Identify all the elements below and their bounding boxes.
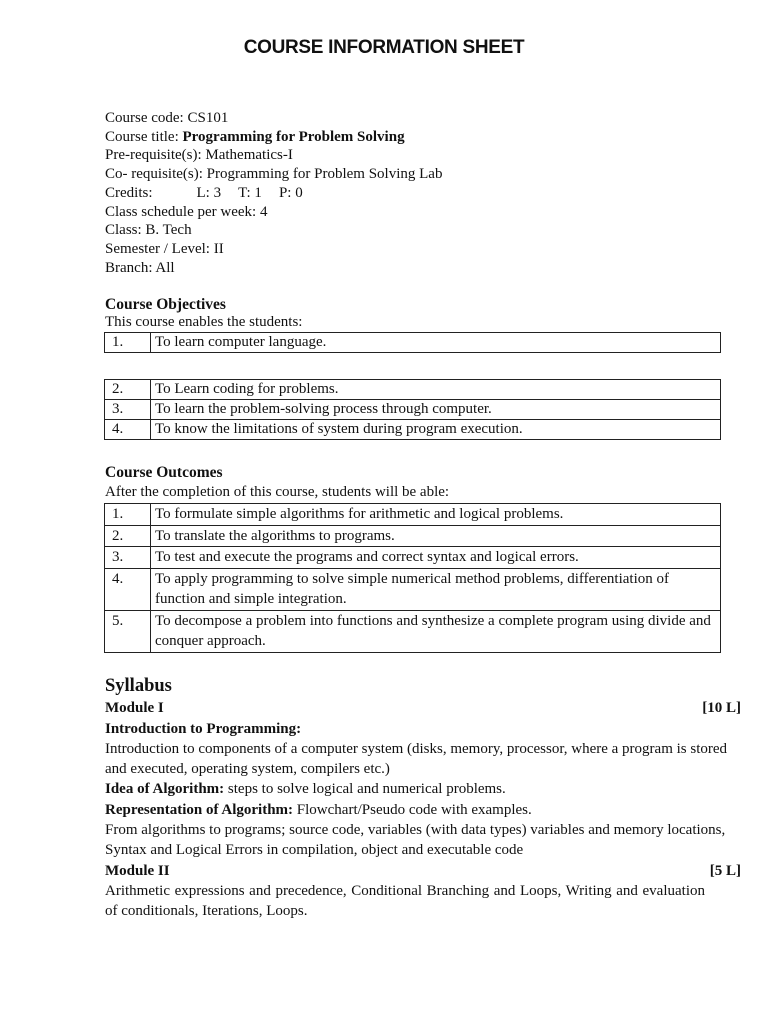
representation-label: Representation of Algorithm: [105,801,294,818]
credits-tutorial: T: 1 [238,184,262,201]
credits-line [105,184,442,203]
course-title-label: Course title: [105,128,179,145]
sheet-title: COURSE INFORMATION SHEET [243,37,525,58]
table-row [105,504,721,526]
module-2-title: Module II [105,862,170,879]
objectives-intro: This course enables the students: [105,314,303,330]
outcomes-heading: Course Outcomes [105,464,223,481]
outcome-number: 2. [105,525,151,547]
outcome-number: 1. [105,504,151,526]
outcome-number: 4. [105,568,151,610]
module-2-hours: [5 L] [709,862,741,879]
table-row [105,380,721,400]
module-1-programs: From algorithms to programs; source code, variables (with data types) variables and memory locations, Syntax and Logical Errors in compilation, object and executable code [105,822,726,859]
course-title-line [105,128,442,147]
objective-number: 1. [105,333,151,353]
objectives-table [104,379,721,440]
algorithm-label: Idea of Algorithm: [105,781,225,798]
outcomes-table [104,503,721,653]
outcome-text: To formulate simple algorithms for arithmetic and logical problems. [151,504,721,526]
course-title-value: Programming for Problem Solving [182,128,405,145]
module-2-header [105,861,741,881]
class: Class: B. Tech [105,222,192,239]
algorithm-text: steps to solve logical and numerical problems. [224,781,506,798]
semester: Semester / Level: II [105,240,224,257]
table-row [105,333,721,353]
module-2-text: Arithmetic expressions and precedence, Conditional Branching and Loops, Writing and evaluation of conditionals, Iterations, Loops. [105,882,705,920]
objective-text: To learn the problem-solving process through computer. [151,400,721,420]
course-code: Course code: CS101 [105,110,229,126]
prerequisite: Pre-requisite(s): Mathematics-I [105,147,293,164]
outcome-number: 5. [105,610,151,652]
credits-practical: P: 0 [278,184,303,201]
objective-text: To Learn coding for problems. [151,380,721,400]
module-1-hours: [10 L] [702,700,741,717]
table-row [105,400,721,420]
outcome-text: To test and execute the programs and correct syntax and logical errors. [151,547,721,569]
module-1-subtitle: Introduction to Programming: [105,720,302,737]
objective-number: 2. [105,380,151,400]
outcome-text: To apply programming to solve simple numerical method problems, differentiation of function and simple integration. [151,568,721,610]
module-1-algorithm [105,779,741,799]
table-row [105,420,721,440]
syllabus-section [105,676,741,922]
module-1-title: Module I [105,700,164,717]
table-row [105,547,721,569]
outcome-number: 3. [105,547,151,569]
credits-lecture: L: 3 [196,184,222,201]
objective-text: To learn computer language. [151,333,721,353]
table-row [105,610,721,652]
outcome-text: To decompose a problem into functions and synthesize a complete program using divide and conquer approach. [151,610,721,652]
module-1-intro: Introduction to components of a computer system (disks, memory, processor, where a program is stored and executed, operating system, compilers etc.) [105,740,728,778]
credits-label: Credits: [105,184,153,201]
representation-text: Flowchart/Pseudo code with examples. [293,801,532,818]
objective-text: To know the limitations of system during program execution. [151,420,721,440]
branch: Branch: All [105,259,175,276]
objectives-heading: Course Objectives [105,296,226,313]
table-row [105,525,721,547]
outcomes-intro: After the completion of this course, students will be able: [105,484,450,500]
objectives-table-first [104,332,721,353]
outcome-text: To translate the algorithms to programs. [151,525,721,547]
syllabus-heading: Syllabus [105,676,172,696]
objective-number: 3. [105,400,151,420]
module-1-representation [105,800,741,820]
module-1-header [105,698,741,718]
class-schedule: Class schedule per week: 4 [105,203,268,220]
objective-number: 4. [105,420,151,440]
course-info [105,109,442,277]
corequisite: Co- requisite(s): Programming for Problem Solving Lab [105,166,443,183]
table-row [105,568,721,610]
